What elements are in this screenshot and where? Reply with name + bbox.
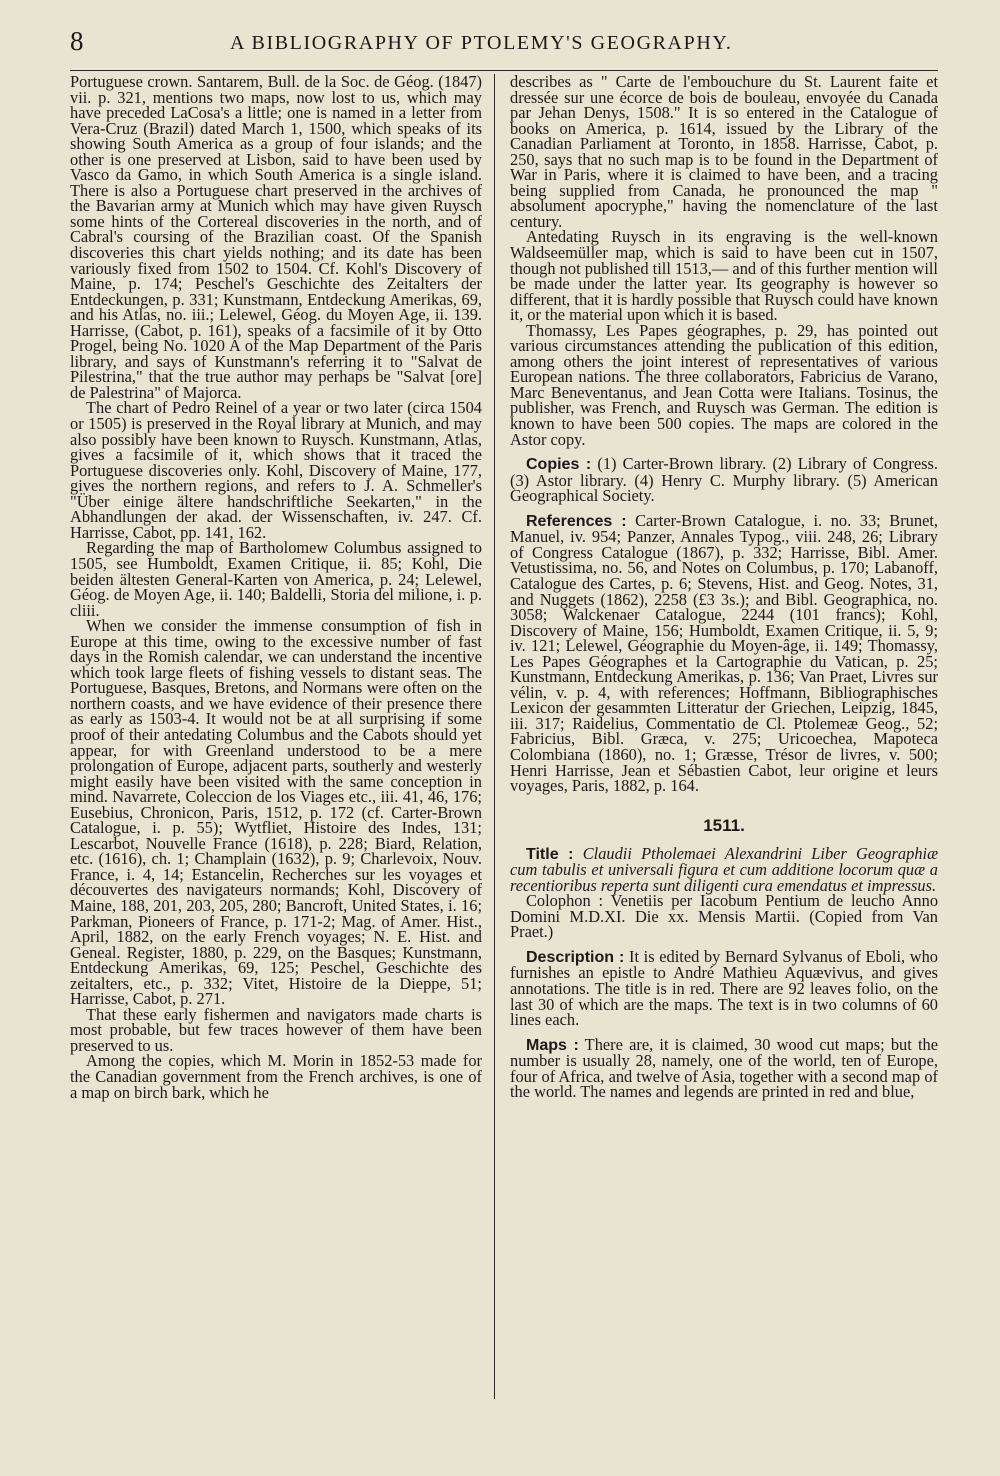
- colophon-label: Colophon :: [526, 891, 604, 911]
- paragraph: Thomassy, Les Papes géographes, p. 29, has pointed out various circumstances attending the publication of this edition, among others the joint interest of representatives of various European nations. The three collaborators, Fabricius de Varano, Marc Beneventanus, and Jean Cotta were Italians. Tosinus, the publisher, was French, and Ruysch was German. The edition is known to have been 500 copies. The maps are colored in the Astor copy.: [510, 320, 938, 449]
- references-label: References :: [526, 512, 627, 530]
- description-entry: [510, 946, 938, 1030]
- maps-text: There are, it is claimed, 30 wood cut maps; but the number is usually 28, namely, one of the world, ten of Europe, four of Africa, and twelve of Asia, together with a second map of the world. The names and legends are printed in red and blue,: [510, 1034, 938, 1102]
- right-column: [510, 74, 938, 1404]
- colophon-text: Venetiis per Iacobum Pentium de leucho Anno Domini M.D.XI. Die xx. Mensis Martii. (Copied from Van Praet.): [510, 891, 938, 942]
- paragraph: describes as " Carte de l'embouchure du St. Laurent faite et dressée sur une écorce de bois de bouleau, envoyée du Canada par Jehan Denys, 1508." It is so entered in the Catalogue of books on America, p. 1614, issued by the Library of the Canadian Parliament at Toronto, in 1858. Harrisse, Cabot, p. 250, says that no such map is to be found in the Department of War in Paris, where it is claimed to have been, and a tracing being supplied from Canada, he pronounced the map " absolument apocryphe," having the nomenclature of the last century.: [510, 74, 938, 231]
- paragraph: Among the copies, which M. Morin in 1852-53 made for the Canadian government from the French archives, is one of a map on birch bark, which he: [70, 1051, 482, 1102]
- paragraph: That these early fishermen and navigators made charts is most probable, but few traces however of them have been preserved to us.: [70, 1004, 482, 1055]
- running-title: A BIBLIOGRAPHY OF PTOLEMY'S GEOGRAPHY.: [230, 32, 733, 54]
- paragraph: Portuguese crown. Santarem, Bull. de la Soc. de Géog. (1847) vii. p. 321, mentions two maps, now lost to us, which may have preceded LaCosa's a little; one is named in a letter from Vera-Cruz (Brazil) dated March 1, 1500, which speaks of its showing South America as a group of four islands; and the other is one preserved at Lisbon, said to have been used by Vasco da Gamo, in which South America is a single island. There is also a Portuguese chart preserved in the archives of the Bavarian army at Munich which may have given Ruysch some hints of the Cortereal discoveries in the north, and of Cabral's coursing of the Brazilian coast. Of the Spanish discoveries this chart yields nothing; and its date has been variously fixed from 1502 to 1504. Cf. Kohl's Discovery of Maine, p. 174; Peschel's Geschichte des Zeitalters der Entdeckungen, p. 331; Kunstmann, Entdeckung Amerikas, 69, and his Atlas, no. iii.; Lelewel, Géog. du Moyen Age, ii. 139. Harrisse, (Cabot, p. 161), speaks of a facsimile of it by Otto Progel, being No. 1020 A of the Map Department of the Paris library, and says of Kunstmann's referring it to "Salvat de Pilestrina," that the true author may perhaps be "Salvat [ore] de Palestrina" of Majorca.: [70, 74, 482, 402]
- left-column: [70, 74, 482, 1404]
- references-text: Carter-Brown Catalogue, i. no. 33; Brunet, Manuel, iv. 954; Panzer, Annales Typog., viii. 248, 26; Library of Congress Catalogue (1867), p. 332; Harrisse, Bibl. Amer. Vetustissima, no. 56, and Notes on Columbus, p. 170; Labanoff, Catalogue des Cartes, p. 6; Stevens, Hist. and Geog. Notes, 31, and Nuggets (1862), 2258 (£3 3s.); and Bibl. Geographica, no. 3058; Walckenaer Catalogue, 2244 (101 francs); Kohl, Discovery of Maine, 156; Humboldt, Examen Critique, ii. 5, 9; iv. 121; Lelewel, Géographie du Moyen-âge, ii. 149; Thomassy, Les Papes Géographes et la Cartographie du Vatican, p. 25; Kunstmann, Entdeckung Amerikas, p. 136; Van Praet, Livres sur vélin, v. p. 4, with references; Hoffmann, Bibliographisches Lexicon der gesammten Litteratur der Griechen, Leipzig, 1845, iii. 317; Raidelius, Commentatio de Cl. Ptolemeæ Geog., 52; Fabricius, Bibl. Græca, v. 275; Uricoechea, Mapoteca Colombiana (1860), no. 1; Græsse, Trésor de livres, v. 500; Henri Harrisse, Jean et Sébastien Cabot, leur origine et leurs voyages, Paris, 1882, p. 164.: [510, 510, 938, 796]
- paragraph: Regarding the map of Bartholomew Columbus assigned to 1505, see Humboldt, Examen Critique, ii. 85; Kohl, Die beiden ältesten General-Karten von America, p. 24; Lelewel, Géog. de Moyen Age, ii. 140; Baldelli, Storia del milione, i. p. cliii.: [70, 538, 482, 620]
- description-label: Description :: [526, 948, 625, 966]
- page-number: 8: [70, 26, 84, 56]
- maps-label: Maps :: [526, 1036, 579, 1054]
- maps-entry: [510, 1034, 938, 1102]
- paragraph: Antedating Ruysch in its engraving is the well-known Waldseemüller map, which is said to have been cut in 1507, though not published till 1513,— and of this further mention will be made under the latter year. Its geography is however so different, that it is hardly possible that Ruysch could have known it, or the material upon which it is based.: [510, 227, 938, 325]
- title-entry: [510, 843, 938, 895]
- copies-text: (1) Carter-Brown library. (2) Library of Congress. (3) Astor library. (4) Henry C. Murphy library. (5) American Geographical Society.: [510, 454, 938, 506]
- edition-year-heading: 1511.: [703, 815, 745, 835]
- copies-label: Copies :: [526, 456, 592, 474]
- copies-entry: [510, 456, 938, 504]
- title-text: Claudii Ptholemaei Alexandrini Liber Geographiæ cum tabulis et universali figura et cum additione locorum quæ a recentioribus reperta sunt diligenti cura emendatus et impressus.: [510, 843, 938, 895]
- title-label: Title :: [526, 845, 574, 863]
- paragraph: When we consider the immense consumption of fish in Europe at this time, owing to the excessive number of fast days in the Romish calendar, we can understand the incentive which took large fleets of fishing vessels to distant seas. The Portuguese, Basques, Bretons, and Normans were often on the northern coasts, and we have evidence of their presence there as early as 1503-4. It would not be at all surprising if some proof of their antedating Columbus and the Cabots should yet appear, for with Greenland understood to be a mere prolongation of Europe, adjacent parts, southerly and westerly might easily have been visited with the same conception in mind. Navarrete, Coleccion de los Viages etc., iii. 41, 46, 176; Eusebius, Chronicon, Paris, 1512, p. 172 (cf. Carter-Brown Catalogue, i. p. 55); Wytfliet, Histoire des Indes, 131; Lescarbot, Nouvelle France (1618), p. 228; Biard, Relation, etc. (1616), ch. 1; Champlain (1632), p. 9; Charlevoix, Nouv. France, i. 4, 14; Estancelin, Recherches sur les voyages et découvertes des navigateurs normands; Kohl, Discovery of Maine, 188, 201, 203, 205, 280; Bancroft, United States, i. 16; Parkman, Pioneers of France, p. 171-2; Mag. of Amer. Hist., April, 1882, on the early French voyages; N. E. Hist. and Geneal. Register, 1880, p. 229, on the Basques; Kunstmann, Entdeckung Amerikas, 69, 125; Peschel, Geschichte des zeitalters, etc., p. 332; Vitet, Histoire de la Dieppe, 51; Harrisse, Cabot, p. 271.: [70, 616, 482, 1009]
- column-divider: [494, 74, 495, 1399]
- references-entry: [510, 510, 938, 796]
- colophon-entry: [510, 893, 938, 940]
- paragraph: The chart of Pedro Reinel of a year or two later (circa 1504 or 1505) is preserved in the Royal library at Munich, and may also possibly have been known to Ruysch. Kunstmann, Atlas, gives a facsimile of it, which shows that it traced the Portuguese discoveries only. Kohl, Discovery of Maine, 177, gives the northern regions, and refers to J. A. Schmeller's "Über einige ältere handschriftliche Seekarten," in the Abhandlungen der akad. der Wissenschaften, iv. 247. Cf. Harrisse, Cabot, pp. 141, 162.: [70, 398, 482, 542]
- page-header: [70, 26, 938, 71]
- description-text: It is edited by Bernard Sylvanus of Eboli, who furnishes an epistle to André Mathieu Aquævivus, and gives annotations. The title is in red. There are 92 leaves folio, on the last 30 of which are the maps. The text is in two columns of 60 lines each.: [510, 946, 938, 1030]
